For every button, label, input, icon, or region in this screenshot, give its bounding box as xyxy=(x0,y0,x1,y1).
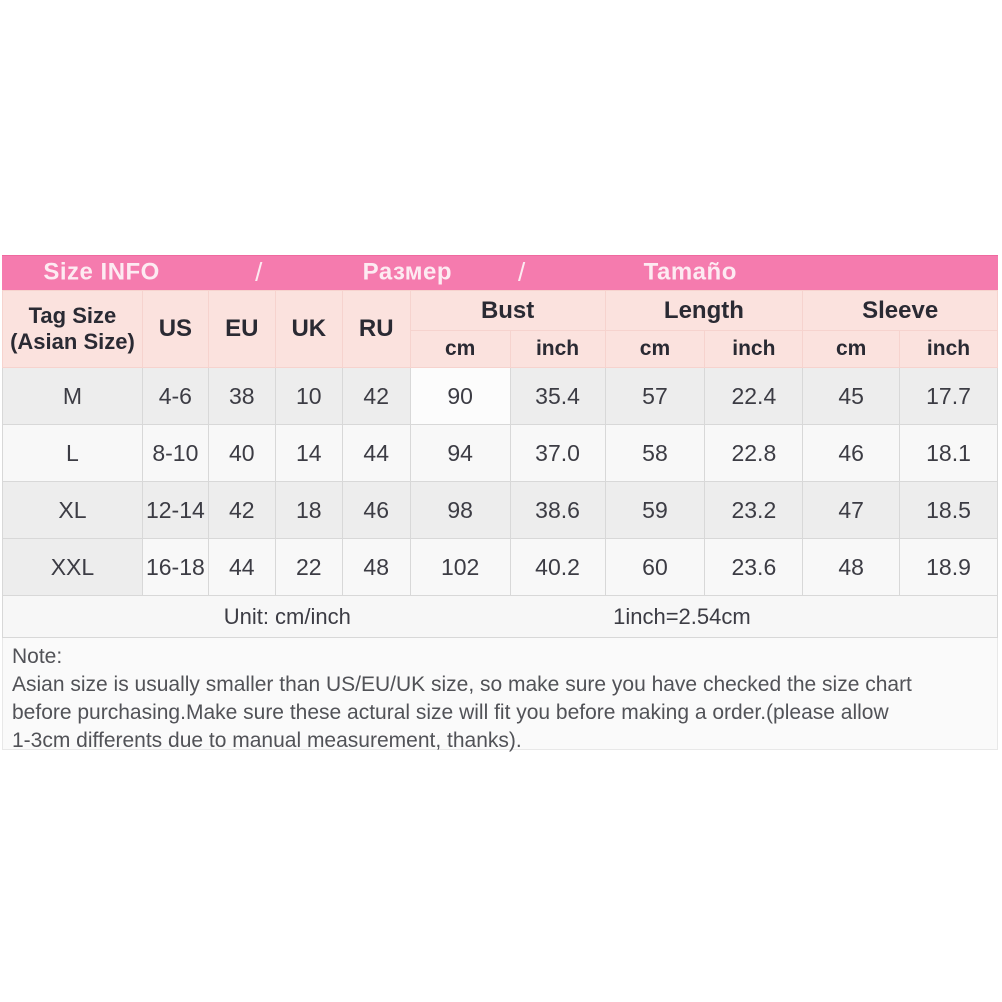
length-inch-cell: 22.8 xyxy=(705,425,803,482)
length-cm-cell: 57 xyxy=(605,368,705,425)
eu-cell: 44 xyxy=(208,539,275,596)
table-title-band xyxy=(2,255,998,290)
sleeve-inch-header: inch xyxy=(900,331,998,368)
us-header: US xyxy=(142,291,208,368)
tag-size-header xyxy=(3,291,143,368)
unit-label: Unit: cm/inch xyxy=(223,603,351,629)
size-row-xxl xyxy=(3,539,998,596)
bust-header: Bust xyxy=(410,291,605,331)
length-inch-header: inch xyxy=(705,331,803,368)
sleeve-cm-cell: 46 xyxy=(803,425,900,482)
eu-cell: 40 xyxy=(208,425,275,482)
us-cell: 8-10 xyxy=(142,425,208,482)
title-separator: / xyxy=(518,256,526,287)
title-separator: / xyxy=(255,256,263,287)
size-table xyxy=(2,290,998,596)
note-line: Asian size is usually smaller than US/EU/UK size, so make sure you have checked the size chart xyxy=(12,673,912,696)
us-cell: 12-14 xyxy=(142,482,208,539)
bust-cm-cell: 90 xyxy=(410,368,510,425)
size-row-xl xyxy=(3,482,998,539)
bust-inch-header: inch xyxy=(510,331,605,368)
tag-size-header-line2: (Asian Size) xyxy=(10,329,135,354)
note-line: before purchasing.Make sure these actural size will fit you before making a order.(please allow xyxy=(12,701,889,724)
title-size-info: Size INFO xyxy=(43,258,160,286)
tag-size-cell: XXL xyxy=(3,539,143,596)
eu-cell: 42 xyxy=(208,482,275,539)
length-inch-cell: 23.6 xyxy=(705,539,803,596)
tag-size-cell: M xyxy=(3,368,143,425)
bust-cm-header: cm xyxy=(410,331,510,368)
unit-footer xyxy=(2,596,998,638)
uk-cell: 14 xyxy=(275,425,342,482)
size-row-l xyxy=(3,425,998,482)
uk-cell: 10 xyxy=(275,368,342,425)
ru-cell: 46 xyxy=(342,482,410,539)
us-cell: 16-18 xyxy=(142,539,208,596)
us-cell: 4-6 xyxy=(142,368,208,425)
title-tamano: Tamaño xyxy=(643,258,737,286)
length-inch-cell: 23.2 xyxy=(705,482,803,539)
sleeve-header: Sleeve xyxy=(803,291,998,331)
length-header: Length xyxy=(605,291,803,331)
length-inch-cell: 22.4 xyxy=(705,368,803,425)
conversion-label: 1inch=2.54cm xyxy=(613,603,751,629)
ru-cell: 44 xyxy=(342,425,410,482)
ru-cell: 48 xyxy=(342,539,410,596)
ru-cell: 42 xyxy=(342,368,410,425)
note-line: 1-3cm differents due to manual measurement, thanks). xyxy=(12,729,522,752)
length-cm-cell: 60 xyxy=(605,539,705,596)
size-row-m xyxy=(3,368,998,425)
sleeve-inch-cell: 18.9 xyxy=(900,539,998,596)
sleeve-cm-cell: 48 xyxy=(803,539,900,596)
sleeve-inch-cell: 18.1 xyxy=(900,425,998,482)
bust-cm-cell: 102 xyxy=(410,539,510,596)
bust-inch-cell: 37.0 xyxy=(510,425,605,482)
bust-inch-cell: 35.4 xyxy=(510,368,605,425)
sleeve-inch-cell: 18.5 xyxy=(900,482,998,539)
note-section xyxy=(2,638,998,750)
uk-cell: 18 xyxy=(275,482,342,539)
note-label: Note: xyxy=(12,645,63,668)
length-cm-cell: 58 xyxy=(605,425,705,482)
sleeve-cm-cell: 47 xyxy=(803,482,900,539)
bust-cm-cell: 98 xyxy=(410,482,510,539)
sleeve-cm-cell: 45 xyxy=(803,368,900,425)
ru-header: RU xyxy=(342,291,410,368)
length-cm-cell: 59 xyxy=(605,482,705,539)
tag-size-cell: XL xyxy=(3,482,143,539)
eu-header: EU xyxy=(208,291,275,368)
sleeve-cm-header: cm xyxy=(803,331,900,368)
title-razmer: Размер xyxy=(362,258,453,286)
tag-size-cell: L xyxy=(3,425,143,482)
eu-cell: 38 xyxy=(208,368,275,425)
sleeve-inch-cell: 17.7 xyxy=(900,368,998,425)
uk-header: UK xyxy=(275,291,342,368)
bust-inch-cell: 38.6 xyxy=(510,482,605,539)
uk-cell: 22 xyxy=(275,539,342,596)
length-cm-header: cm xyxy=(605,331,705,368)
tag-size-header-line1: Tag Size xyxy=(28,303,117,328)
size-chart xyxy=(2,255,998,750)
bust-inch-cell: 40.2 xyxy=(510,539,605,596)
bust-cm-cell: 94 xyxy=(410,425,510,482)
